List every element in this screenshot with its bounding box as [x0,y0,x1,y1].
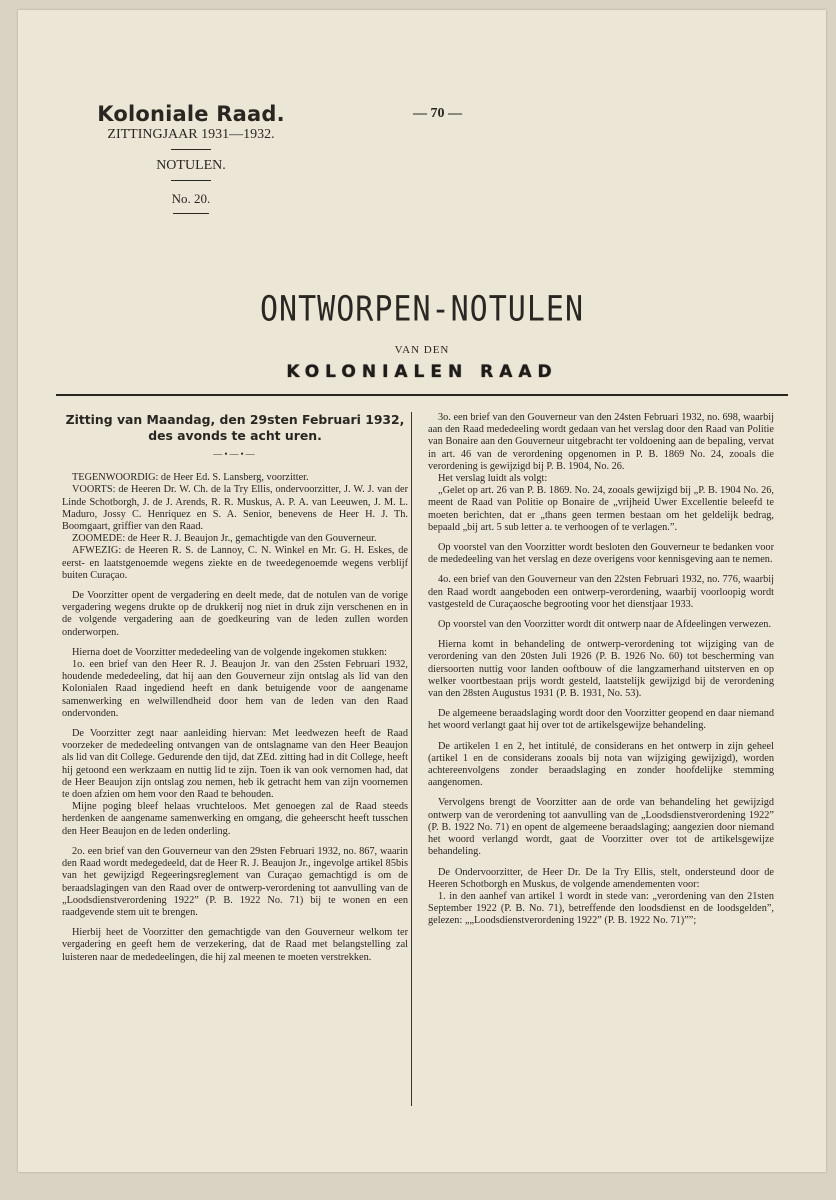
paragraph: 4o. een brief van den Gouverneur van den 22sten Februari 1932, no. 776, waarbij den Raad wordt aangeboden een ontwerp-verordening, waarbij voorloopig wordt vastgesteld de Curaçaosche begrooting voor het dienstjaar 1933. [428,574,774,610]
right-column [428,412,774,936]
paragraph: Hierna doet de Voorzitter mededeeling van de volgende ingekomen stukken: [72,646,388,658]
ornament: —•—•— [213,449,257,459]
masthead-rule [173,213,209,214]
paragraph: De Voorzitter zegt naar aanleiding hiervan: Met leedwezen heeft de Raad voorzeker de mededeeling ontvangen van de ontslagname van den Heer Beaujon als lid van dit College. Gedurende den tijd, dat ZEd. zitting had in dit College, heeft hij getoond een werkzaam en nuttig lid te zijn. Toen ik van ook vernomen had, dat de Heer Beaujon zijn ontslag zou nemen, heb ik getracht hem van zijn voornemen te doen afzien om hem voor den Raad te behouden. [62,728,408,801]
notulen-label: NOTULEN. [156,158,226,173]
quoted-report: „Gelet op art. 26 van P. B. 1869. No. 24, zooals gewijzigd bij „P. B. 1904 No. 26, meent de Raad van Politie op Bonaire de „vrijheid Uwer Excellentie beleefd te moeten berichten, dat er „thans geen termen bestaan om het geldelijk bedrag, bepaald „bij art. 5 sub letter a. te verhoogen of te verlagen.”. [428,485,774,533]
paragraph: De algemeene beraadslaging wordt door den Voorzitter geopend en daar niemand het woord verlangt gaat hij over tot de artikelsgewijze behandeling. [428,708,774,732]
masthead-rule [171,149,211,150]
paragraph: De Voorzitter opent de vergadering en deelt mede, dat de notulen van de vorige vergadering wegens drukte op de drukkerij nog niet in druk zijn verschenen en in de volgende vergadering aan de goedkeuring van de leden zullen worden onderworpen. [62,590,408,638]
page-title: ONTWORPEN-NOTULEN [259,289,585,330]
session-year: ZITTINGJAAR 1931—1932. [107,127,275,142]
section-separator [56,394,788,396]
paragraph: De artikelen 1 en 2, het intitulé, de considerans en het ontwerp in zijn geheel (artikel 1 en de considerans zooals bij nota van wijziging gewijzigd), worden achtereenvolgens zonder beraadslaging en zonder hoofdelijke stemming aangenomen. [428,740,774,789]
masthead [81,102,301,220]
paragraph: Op voorstel van den Voorzitter wordt besloten den Gouverneur te bedanken voor de mededeeling van het verslag en deze overigens voor kennisgeving aan te nemen. [428,542,774,566]
paragraph: AFWEZIG: de Heeren R. S. de Lannoy, C. N. Winkel en Mr. G. H. Eskes, de eerst- en laatstgenoemde wegens ziekte en de tweedegenoemde wegens verblijf buiten Curaçao. [62,545,408,581]
paragraph: 1o. een brief van den Heer R. J. Beaujon Jr. van den 25sten Februari 1932, houdende mededeeling, dat hij aan den Gouverneur zijn ontslag als lid van den Kolonialen Raad ingediend heeft en dank betuigende voor de aangename samenwerking en welwillendheid door hem van de leden van den Raad ondervonden. [62,659,408,719]
column-divider [411,412,412,1106]
van-den-label: VAN DEN [394,344,450,356]
amendment: 1. in den aanhef van artikel 1 wordt in stede van: „verordening van den 21sten September 1922 (P. B. No. 71), betreffende den loodsdienst en de loodsgelden”, gelezen: „„Loodsdienstverordening 1922” (P. B. 1922 No. 71)””; [428,890,774,927]
paragraph: VOORTS: de Heeren Dr. W. Ch. de la Try Ellis, ondervoorzitter, J. W. J. van der Linde Schotborgh, J. de J. Arends, R. R. Muskus, A. P. A. van Leeuwen, J. M. L. Maduro, Jossy C. Henriquez en S. A. Senior, benevens de Heer H. J. Th. Boomgaart, griffier van den Raad. [62,484,408,533]
paragraph: Hierna komt in behandeling de ontwerp-verordening tot wijziging van de verordening van den 20sten Juli 1926 (P. B. 1926 No. 60) tot bescherming van diersoorten nuttig voor landen ooftbouw of die langzamerhand uitsterven en op welker voortbestaan prijs wordt gesteld, laatstelijk gewijzigd bij de verordening van den 28sten Augustus 1931 (P. B. 1931, No. 53). [428,639,774,700]
paragraph: Hierbij heet de Voorzitter den gemachtigde van den Gouverneur welkom ter vergadering en geeft hem de verzekering, dat de Raad met belangstelling zal luisteren naar de mededeelingen, die hij zal meenen te moeten verstrekken. [62,927,408,963]
council-banner: KOLONIALEN RAAD [286,362,558,382]
paragraph: 3o. een brief van den Gouverneur van den 24sten Februari 1932, no. 698, waarbij aan den Raad mededeeling wordt gedaan van het verslag door den Raad van Politie van Bonaire aan den Gouverneur uitgebracht ter voldoening aan de bepaling, vervat in art. 46 van de verordening opgenomen in P. B. 1869 No. 24, zooals die verordening is gewijzigd bij P. B. 1904, No. 26. [428,412,774,472]
paragraph: Op voorstel van den Voorzitter wordt dit ontwerp naar de Afdeelingen verwezen. [438,619,772,631]
issue-number: No. 20. [171,191,211,206]
document-page [18,10,826,1172]
paragraph: 2o. een brief van den Gouverneur van den 29sten Februari 1932, no. 867, waarin den Raad wordt medegedeeld, dat de Heer R. J. Beaujon Jr., ingevolge artikel 85bis van het gewijzigd Regeeringsreglement van Curaçao gemachtigd is om de beraadslagingen van den Raad over de ontwerp-verordening tot aanvulling van de „Loodsdienstverordening 1922” (P. B. 1922 No. 71) bij te wonen en een raadgevende stem uit te brengen. [62,845,408,918]
page-number: — 70 — [413,106,462,121]
paragraph: Het verslag luidt als volgt: [438,473,548,485]
paragraph: De Ondervoorzitter, de Heer Dr. De la Try Ellis, stelt, ondersteund door de Heeren Schotborgh en Muskus, de volgende amendementen voor: [428,866,774,890]
council-title: Koloniale Raad. [97,102,285,126]
paragraph: Mijne poging bleef helaas vruchteloos. Met genoegen zal de Raad steeds herdenken de aangename samenwerking en omgang, die geheerscht heeft tusschen den Heer Beaujon en de leden onderling. [62,801,408,837]
session-heading [62,412,408,444]
session-line-1: Zitting van Maandag, den 29sten Februari 1932, [65,412,405,427]
paragraph: Vervolgens brengt de Voorzitter aan de orde van behandeling het gewijzigd ontwerp van de verordening tot aanvulling van de „Loodsdienstverordening 1922” (P. B. 1922 No. 71) en opent de algemeene beraadslaging; aangezien door niemand het woord verlangd wordt, gaat de Voorzitter over tot de artikelsgewijze behandeling. [428,797,774,858]
masthead-rule [171,180,211,181]
left-column [62,412,408,972]
session-line-2: des avonds te acht uren. [148,428,322,443]
paragraph: TEGENWOORDIG: de Heer Ed. S. Lansberg, voorzitter. [72,472,309,484]
paragraph: ZOOMEDE: de Heer R. J. Beaujon Jr., gemachtigde van den Gouverneur. [72,533,377,545]
